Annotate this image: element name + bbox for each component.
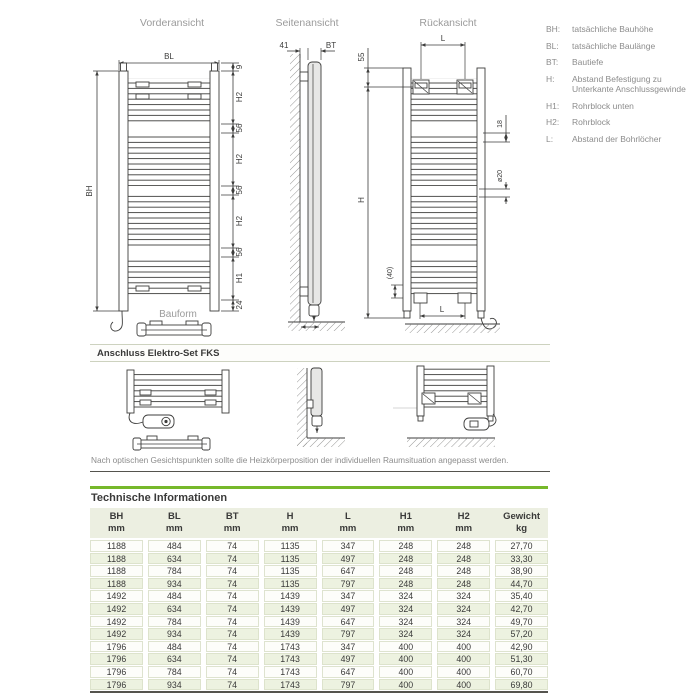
legend-abbr: BH: — [546, 24, 561, 34]
legend-text: Abstand Befestigung zu Unterkante Anschlussgewinde — [572, 73, 686, 94]
table-cell: 324 — [437, 628, 490, 640]
front-view-title: Vorderansicht — [139, 17, 205, 29]
table-cell: 74 — [206, 628, 259, 640]
table-cell: 1135 — [264, 553, 317, 565]
legend-text: Abstand der Bohrlöcher — [572, 133, 662, 144]
legend-item-h1 — [546, 101, 696, 112]
dim-label-l-bottom: L — [439, 305, 445, 314]
table-cell: 634 — [148, 603, 201, 615]
side-view-title: Seitenansicht — [275, 17, 339, 29]
table-row — [90, 553, 548, 565]
elektro-front-drawing — [127, 370, 229, 450]
table-title: Technische Informationen — [91, 492, 228, 504]
legend-item-bt — [546, 57, 696, 68]
table-cell: 484 — [148, 590, 201, 602]
table-cell: 1796 — [90, 641, 143, 653]
table-cell: 248 — [437, 540, 490, 552]
table-cell: 497 — [322, 553, 375, 565]
table-cell: 324 — [437, 616, 490, 628]
table-cell: 1743 — [264, 641, 317, 653]
table-cell: 1188 — [90, 540, 143, 552]
dim-label-24: 24 — [235, 300, 244, 310]
table-bottom-rule — [90, 691, 548, 693]
table-cell: 49,70 — [495, 616, 548, 628]
table-cell: 248 — [379, 553, 432, 565]
elektro-section-title: Anschluss Elektro-Set FKS — [97, 348, 220, 359]
table-cell: 1492 — [90, 590, 143, 602]
legend-item-h2 — [546, 117, 696, 128]
table-cell: 400 — [437, 653, 490, 665]
table-cell: 1743 — [264, 679, 317, 691]
legend-text: tatsächliche Baulänge — [572, 40, 656, 51]
dim-label-h2b: H2 — [235, 153, 244, 165]
table-cell: 934 — [148, 679, 201, 691]
table-cell: 1188 — [90, 565, 143, 577]
table-cell: 784 — [148, 616, 201, 628]
technical-drawings — [0, 0, 560, 340]
dim-label-h: H — [357, 197, 366, 203]
table-cell: 51,30 — [495, 653, 548, 665]
elektro-rear-drawing — [393, 366, 496, 447]
table-cell: 42,70 — [495, 603, 548, 615]
green-accent-rule — [90, 486, 548, 489]
table-cell: 400 — [437, 666, 490, 678]
section-divider — [90, 471, 550, 472]
table-cell: 1439 — [264, 616, 317, 628]
dim-label-9: 9 — [235, 64, 244, 70]
table-cell: 74 — [206, 553, 259, 565]
table-column-header: BL mm — [165, 511, 183, 534]
legend-text: tatsächliche Bauhöhe — [572, 24, 654, 34]
table-column-header: BT mm — [223, 511, 241, 534]
table-cell: 1188 — [90, 578, 143, 590]
legend-text: Rohrblock — [572, 117, 611, 127]
table-row — [90, 603, 548, 615]
table-cell: 634 — [148, 653, 201, 665]
table-column-header: H2 mm — [455, 511, 473, 534]
dim-label-18: 18 — [497, 120, 504, 128]
table-cell: 35,40 — [495, 590, 548, 602]
table-cell: 1743 — [264, 653, 317, 665]
table-column-header: Gewicht kg — [503, 511, 541, 534]
table-cell: 1135 — [264, 540, 317, 552]
table-cell: 1796 — [90, 666, 143, 678]
legend-text: Bautiefe — [572, 57, 604, 67]
elektro-section-header — [90, 344, 550, 362]
table-cell: 347 — [322, 641, 375, 653]
table-cell: 74 — [206, 603, 259, 615]
table-cell: 248 — [437, 565, 490, 577]
table-row — [90, 540, 548, 552]
table-cell: 324 — [379, 603, 432, 615]
table-cell: 248 — [437, 578, 490, 590]
table-column-header: L mm — [339, 511, 357, 534]
table-cell: 1439 — [264, 603, 317, 615]
table-cell: 1796 — [90, 679, 143, 691]
dim-label-56b: 56 — [235, 185, 244, 195]
table-cell: 484 — [148, 641, 201, 653]
bauform-label: Bauform — [159, 309, 197, 320]
dim-label-56a: 56 — [235, 123, 244, 133]
table-cell: 647 — [322, 616, 375, 628]
table-cell: 324 — [437, 590, 490, 602]
table-cell: 797 — [322, 578, 375, 590]
table-cell: 400 — [379, 679, 432, 691]
table-cell: 647 — [322, 565, 375, 577]
table-row — [90, 641, 548, 653]
cable-front — [111, 311, 123, 331]
bauform-top-view — [137, 321, 211, 336]
technical-table — [90, 508, 548, 693]
legend-item-l — [546, 134, 696, 145]
table-cell: 27,70 — [495, 540, 548, 552]
table-cell: 400 — [437, 679, 490, 691]
table-cell: 248 — [379, 578, 432, 590]
table-cell: 248 — [379, 540, 432, 552]
table-cell: 934 — [148, 578, 201, 590]
table-cell: 1439 — [264, 590, 317, 602]
legend-abbr: BL: — [546, 40, 559, 51]
table-cell: 647 — [322, 666, 375, 678]
table-cell: 400 — [437, 641, 490, 653]
table-cell: 784 — [148, 565, 201, 577]
rear-view-drawing — [357, 34, 510, 333]
table-cell: 74 — [206, 679, 259, 691]
dim-label-h2c: H2 — [235, 215, 244, 227]
table-cell: 400 — [379, 641, 432, 653]
dim-label-55: 55 — [357, 52, 366, 62]
table-cell: 347 — [322, 590, 375, 602]
table-cell: 74 — [206, 653, 259, 665]
table-column-header: H1 mm — [397, 511, 415, 534]
table-cell: 74 — [206, 590, 259, 602]
table-cell: 248 — [379, 565, 432, 577]
legend-abbr: L: — [546, 133, 554, 144]
table-cell: 634 — [148, 553, 201, 565]
front-view-drawing — [85, 52, 244, 336]
dim-label-56c: 56 — [235, 247, 244, 257]
elektro-note: Nach optischen Gesichtspunkten sollte die Heizkörperposition der individuellen Raumsituation angepasst werden. — [91, 455, 509, 465]
table-cell: 797 — [322, 679, 375, 691]
elektro-side-drawing — [297, 368, 345, 447]
legend-abbr: H2: — [546, 117, 560, 127]
elektro-drawings — [0, 365, 560, 457]
table-cell: 797 — [322, 628, 375, 640]
table-cell: 44,70 — [495, 578, 548, 590]
table-cell: 33,30 — [495, 553, 548, 565]
dim-label-h1: H1 — [235, 272, 244, 284]
dim-label-o20: ø20 — [497, 169, 504, 183]
table-cell: 934 — [148, 628, 201, 640]
legend — [546, 24, 696, 150]
table-cell: 1743 — [264, 666, 317, 678]
table-row — [90, 590, 548, 602]
table-cell: 1135 — [264, 578, 317, 590]
table-column-header: BH mm — [107, 511, 125, 534]
table-cell: 1492 — [90, 628, 143, 640]
legend-abbr: BT: — [546, 57, 559, 67]
dim-label-bt: BT — [325, 41, 337, 50]
legend-text: Rohrblock unten — [572, 100, 634, 111]
table-cell: 324 — [379, 628, 432, 640]
dim-label-bl: BL — [164, 52, 174, 61]
table-column-header: H mm — [281, 511, 299, 534]
table-cell: 347 — [322, 540, 375, 552]
table-cell: 1492 — [90, 603, 143, 615]
table-row — [90, 653, 548, 665]
table-cell: 497 — [322, 653, 375, 665]
table-body — [90, 540, 548, 690]
table-cell: 784 — [148, 666, 201, 678]
dim-label-l-top: L — [440, 34, 446, 43]
table-cell: 400 — [379, 653, 432, 665]
legend-item-h — [546, 74, 696, 95]
table-cell: 1188 — [90, 553, 143, 565]
table-cell: 74 — [206, 641, 259, 653]
table-header — [90, 508, 548, 538]
table-cell: 60,70 — [495, 666, 548, 678]
table-cell: 324 — [379, 616, 432, 628]
table-cell: 400 — [379, 666, 432, 678]
table-cell: 484 — [148, 540, 201, 552]
dim-label-h2a: H2 — [235, 91, 244, 103]
table-cell: 69,80 — [495, 679, 548, 691]
table-row — [90, 666, 548, 678]
table-cell: 1796 — [90, 653, 143, 665]
table-row — [90, 565, 548, 577]
legend-abbr: H1: — [546, 100, 560, 111]
table-cell: 1135 — [264, 565, 317, 577]
table-cell: 42,90 — [495, 641, 548, 653]
table-row — [90, 679, 548, 691]
table-cell: 1439 — [264, 628, 317, 640]
legend-abbr: H: — [546, 73, 555, 84]
table-cell: 324 — [379, 590, 432, 602]
table-row — [90, 578, 548, 590]
elektro-top-view — [133, 436, 210, 450]
rear-view-title: Rückansicht — [419, 17, 477, 29]
table-row — [90, 616, 548, 628]
table-cell: 74 — [206, 540, 259, 552]
table-cell: 74 — [206, 565, 259, 577]
table-cell: 248 — [437, 553, 490, 565]
legend-item-bl — [546, 41, 696, 52]
legend-item-bh — [546, 24, 696, 35]
side-view-drawing — [280, 41, 345, 331]
table-cell: 74 — [206, 616, 259, 628]
table-cell: 38,90 — [495, 565, 548, 577]
table-cell: 74 — [206, 578, 259, 590]
dim-label-bh: BH — [85, 185, 94, 197]
table-cell: 74 — [206, 666, 259, 678]
table-cell: 324 — [437, 603, 490, 615]
table-cell: 1492 — [90, 616, 143, 628]
dim-label-40: (40) — [387, 266, 394, 280]
table-cell: 497 — [322, 603, 375, 615]
table-row — [90, 628, 548, 640]
dim-label-41: 41 — [279, 41, 289, 50]
table-cell: 57,20 — [495, 628, 548, 640]
